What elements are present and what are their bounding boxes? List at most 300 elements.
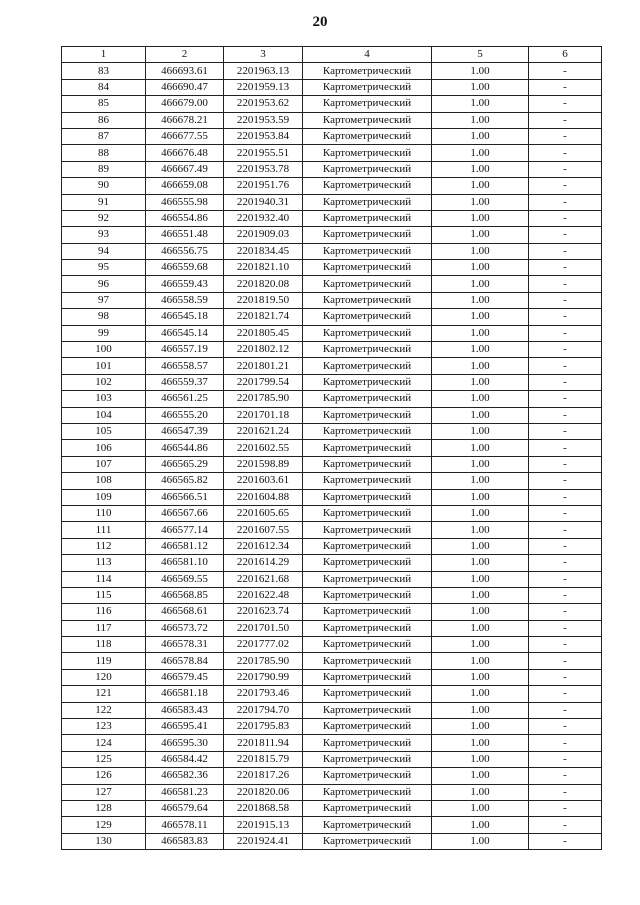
x-coordinate-cell: 466583.43 (146, 702, 224, 718)
method-cell: Картометрический (303, 96, 432, 112)
page-number: 20 (312, 14, 328, 30)
point-number-cell: 110 (62, 505, 146, 521)
y-coordinate-cell: 2201963.13 (224, 63, 303, 79)
y-coordinate-cell: 2201821.10 (224, 260, 303, 276)
accuracy-cell: 1.00 (432, 719, 529, 735)
point-number-cell: 118 (62, 637, 146, 653)
point-number-cell: 127 (62, 784, 146, 800)
table-row (62, 800, 602, 816)
accuracy-cell: 1.00 (432, 325, 529, 341)
point-number-cell: 104 (62, 407, 146, 423)
table-row (62, 407, 602, 423)
coordinates-table (61, 46, 602, 850)
point-number-cell: 100 (62, 342, 146, 358)
accuracy-cell: 1.00 (432, 391, 529, 407)
point-number-cell: 129 (62, 817, 146, 833)
y-coordinate-cell: 2201909.03 (224, 227, 303, 243)
y-coordinate-cell: 2201953.59 (224, 112, 303, 128)
method-cell: Картометрический (303, 325, 432, 341)
method-cell: Картометрический (303, 342, 432, 358)
table-row (62, 161, 602, 177)
table-row (62, 79, 602, 95)
method-cell: Картометрический (303, 817, 432, 833)
point-number-cell: 97 (62, 292, 146, 308)
y-coordinate-cell: 2201605.65 (224, 505, 303, 521)
point-number-cell: 89 (62, 161, 146, 177)
x-coordinate-cell: 466547.39 (146, 423, 224, 439)
table-row (62, 702, 602, 718)
table-row (62, 63, 602, 79)
x-coordinate-cell: 466573.72 (146, 620, 224, 636)
x-coordinate-cell: 466555.20 (146, 407, 224, 423)
table-row (62, 128, 602, 144)
accuracy-cell: 1.00 (432, 604, 529, 620)
accuracy-cell: 1.00 (432, 342, 529, 358)
x-coordinate-cell: 466579.64 (146, 800, 224, 816)
point-number-cell: 87 (62, 128, 146, 144)
method-cell: Картометрический (303, 702, 432, 718)
method-cell: Картометрический (303, 79, 432, 95)
table-row (62, 538, 602, 554)
table-row (62, 751, 602, 767)
x-coordinate-cell: 466559.43 (146, 276, 224, 292)
table-row (62, 719, 602, 735)
table-row (62, 833, 602, 849)
method-cell: Картометрический (303, 374, 432, 390)
x-coordinate-cell: 466561.25 (146, 391, 224, 407)
accuracy-cell: 1.00 (432, 423, 529, 439)
x-coordinate-cell: 466557.19 (146, 342, 224, 358)
table-row (62, 653, 602, 669)
x-coordinate-cell: 466581.12 (146, 538, 224, 554)
method-cell: Картометрический (303, 456, 432, 472)
table-row (62, 686, 602, 702)
table-row (62, 276, 602, 292)
y-coordinate-cell: 2201932.40 (224, 210, 303, 226)
method-cell: Картометрический (303, 440, 432, 456)
y-coordinate-cell: 2201802.12 (224, 342, 303, 358)
point-number-cell: 101 (62, 358, 146, 374)
x-coordinate-cell: 466559.68 (146, 260, 224, 276)
x-coordinate-cell: 466565.29 (146, 456, 224, 472)
point-number-cell: 115 (62, 587, 146, 603)
note-cell: - (529, 358, 602, 374)
y-coordinate-cell: 2201953.84 (224, 128, 303, 144)
y-coordinate-cell: 2201785.90 (224, 391, 303, 407)
point-number-cell: 99 (62, 325, 146, 341)
x-coordinate-cell: 466679.00 (146, 96, 224, 112)
method-cell: Картометрический (303, 751, 432, 767)
x-coordinate-cell: 466567.66 (146, 505, 224, 521)
accuracy-cell: 1.00 (432, 620, 529, 636)
accuracy-cell: 1.00 (432, 440, 529, 456)
table-row (62, 374, 602, 390)
x-coordinate-cell: 466581.23 (146, 784, 224, 800)
x-coordinate-cell: 466568.85 (146, 587, 224, 603)
table-row (62, 145, 602, 161)
note-cell: - (529, 79, 602, 95)
note-cell: - (529, 817, 602, 833)
table-body (62, 63, 602, 850)
table-row (62, 637, 602, 653)
column-header-3: 3 (224, 47, 303, 63)
table-row (62, 522, 602, 538)
x-coordinate-cell: 466555.98 (146, 194, 224, 210)
y-coordinate-cell: 2201811.94 (224, 735, 303, 751)
x-coordinate-cell: 466554.86 (146, 210, 224, 226)
point-number-cell: 123 (62, 719, 146, 735)
method-cell: Картометрический (303, 63, 432, 79)
note-cell: - (529, 178, 602, 194)
y-coordinate-cell: 2201602.55 (224, 440, 303, 456)
note-cell: - (529, 210, 602, 226)
note-cell: - (529, 653, 602, 669)
accuracy-cell: 1.00 (432, 292, 529, 308)
table-row (62, 489, 602, 505)
table-row (62, 243, 602, 259)
method-cell: Картометрический (303, 768, 432, 784)
note-cell: - (529, 227, 602, 243)
x-coordinate-cell: 466690.47 (146, 79, 224, 95)
accuracy-cell: 1.00 (432, 653, 529, 669)
method-cell: Картометрический (303, 604, 432, 620)
accuracy-cell: 1.00 (432, 96, 529, 112)
x-coordinate-cell: 466577.14 (146, 522, 224, 538)
note-cell: - (529, 604, 602, 620)
x-coordinate-cell: 466565.82 (146, 473, 224, 489)
accuracy-cell: 1.00 (432, 833, 529, 849)
table-row (62, 342, 602, 358)
y-coordinate-cell: 2201598.89 (224, 456, 303, 472)
accuracy-cell: 1.00 (432, 735, 529, 751)
y-coordinate-cell: 2201603.61 (224, 473, 303, 489)
table-row (62, 325, 602, 341)
method-cell: Картометрический (303, 243, 432, 259)
y-coordinate-cell: 2201821.74 (224, 309, 303, 325)
accuracy-cell: 1.00 (432, 817, 529, 833)
accuracy-cell: 1.00 (432, 161, 529, 177)
note-cell: - (529, 669, 602, 685)
method-cell: Картометрический (303, 145, 432, 161)
method-cell: Картометрический (303, 276, 432, 292)
table-row (62, 817, 602, 833)
point-number-cell: 90 (62, 178, 146, 194)
x-coordinate-cell: 466558.59 (146, 292, 224, 308)
accuracy-cell: 1.00 (432, 210, 529, 226)
note-cell: - (529, 391, 602, 407)
accuracy-cell: 1.00 (432, 751, 529, 767)
method-cell: Картометрический (303, 292, 432, 308)
point-number-cell: 114 (62, 571, 146, 587)
point-number-cell: 113 (62, 555, 146, 571)
point-number-cell: 119 (62, 653, 146, 669)
note-cell: - (529, 686, 602, 702)
y-coordinate-cell: 2201793.46 (224, 686, 303, 702)
accuracy-cell: 1.00 (432, 243, 529, 259)
note-cell: - (529, 522, 602, 538)
note-cell: - (529, 751, 602, 767)
x-coordinate-cell: 466595.30 (146, 735, 224, 751)
note-cell: - (529, 719, 602, 735)
note-cell: - (529, 538, 602, 554)
table-row (62, 358, 602, 374)
accuracy-cell: 1.00 (432, 112, 529, 128)
table-row (62, 456, 602, 472)
accuracy-cell: 1.00 (432, 456, 529, 472)
method-cell: Картометрический (303, 194, 432, 210)
note-cell: - (529, 473, 602, 489)
table-row (62, 423, 602, 439)
table-row (62, 669, 602, 685)
table-row (62, 735, 602, 751)
method-cell: Картометрический (303, 128, 432, 144)
point-number-cell: 130 (62, 833, 146, 849)
accuracy-cell: 1.00 (432, 309, 529, 325)
x-coordinate-cell: 466677.55 (146, 128, 224, 144)
column-header-1: 1 (62, 47, 146, 63)
note-cell: - (529, 620, 602, 636)
note-cell: - (529, 768, 602, 784)
x-coordinate-cell: 466579.45 (146, 669, 224, 685)
accuracy-cell: 1.00 (432, 587, 529, 603)
table-row (62, 292, 602, 308)
point-number-cell: 91 (62, 194, 146, 210)
y-coordinate-cell: 2201795.83 (224, 719, 303, 735)
table-row (62, 210, 602, 226)
y-coordinate-cell: 2201604.88 (224, 489, 303, 505)
note-cell: - (529, 374, 602, 390)
y-coordinate-cell: 2201815.79 (224, 751, 303, 767)
point-number-cell: 112 (62, 538, 146, 554)
method-cell: Картометрический (303, 407, 432, 423)
point-number-cell: 120 (62, 669, 146, 685)
y-coordinate-cell: 2201817.26 (224, 768, 303, 784)
note-cell: - (529, 292, 602, 308)
point-number-cell: 86 (62, 112, 146, 128)
method-cell: Картометрический (303, 784, 432, 800)
method-cell: Картометрический (303, 260, 432, 276)
point-number-cell: 92 (62, 210, 146, 226)
note-cell: - (529, 735, 602, 751)
method-cell: Картометрический (303, 686, 432, 702)
note-cell: - (529, 260, 602, 276)
y-coordinate-cell: 2201953.78 (224, 161, 303, 177)
y-coordinate-cell: 2201777.02 (224, 637, 303, 653)
accuracy-cell: 1.00 (432, 407, 529, 423)
method-cell: Картометрический (303, 555, 432, 571)
note-cell: - (529, 505, 602, 521)
method-cell: Картометрический (303, 719, 432, 735)
accuracy-cell: 1.00 (432, 637, 529, 653)
y-coordinate-cell: 2201959.13 (224, 79, 303, 95)
y-coordinate-cell: 2201951.76 (224, 178, 303, 194)
point-number-cell: 116 (62, 604, 146, 620)
note-cell: - (529, 276, 602, 292)
x-coordinate-cell: 466578.31 (146, 637, 224, 653)
y-coordinate-cell: 2201623.74 (224, 604, 303, 620)
accuracy-cell: 1.00 (432, 784, 529, 800)
y-coordinate-cell: 2201701.50 (224, 620, 303, 636)
method-cell: Картометрический (303, 391, 432, 407)
table-header-row (62, 47, 602, 63)
y-coordinate-cell: 2201924.41 (224, 833, 303, 849)
y-coordinate-cell: 2201820.06 (224, 784, 303, 800)
x-coordinate-cell: 466569.55 (146, 571, 224, 587)
point-number-cell: 88 (62, 145, 146, 161)
x-coordinate-cell: 466595.41 (146, 719, 224, 735)
point-number-cell: 126 (62, 768, 146, 784)
accuracy-cell: 1.00 (432, 227, 529, 243)
accuracy-cell: 1.00 (432, 63, 529, 79)
method-cell: Картометрический (303, 210, 432, 226)
x-coordinate-cell: 466659.08 (146, 178, 224, 194)
method-cell: Картометрический (303, 505, 432, 521)
point-number-cell: 95 (62, 260, 146, 276)
accuracy-cell: 1.00 (432, 374, 529, 390)
method-cell: Картометрический (303, 653, 432, 669)
y-coordinate-cell: 2201819.50 (224, 292, 303, 308)
note-cell: - (529, 309, 602, 325)
table-row (62, 571, 602, 587)
point-number-cell: 105 (62, 423, 146, 439)
table-row (62, 440, 602, 456)
point-number-cell: 111 (62, 522, 146, 538)
accuracy-cell: 1.00 (432, 800, 529, 816)
x-coordinate-cell: 466678.21 (146, 112, 224, 128)
x-coordinate-cell: 466584.42 (146, 751, 224, 767)
note-cell: - (529, 440, 602, 456)
note-cell: - (529, 833, 602, 849)
table-row (62, 473, 602, 489)
x-coordinate-cell: 466558.57 (146, 358, 224, 374)
method-cell: Картометрический (303, 473, 432, 489)
method-cell: Картометрический (303, 227, 432, 243)
y-coordinate-cell: 2201805.45 (224, 325, 303, 341)
y-coordinate-cell: 2201701.18 (224, 407, 303, 423)
note-cell: - (529, 161, 602, 177)
point-number-cell: 125 (62, 751, 146, 767)
accuracy-cell: 1.00 (432, 145, 529, 161)
point-number-cell: 102 (62, 374, 146, 390)
y-coordinate-cell: 2201622.48 (224, 587, 303, 603)
x-coordinate-cell: 466568.61 (146, 604, 224, 620)
point-number-cell: 117 (62, 620, 146, 636)
method-cell: Картометрический (303, 735, 432, 751)
accuracy-cell: 1.00 (432, 555, 529, 571)
point-number-cell: 109 (62, 489, 146, 505)
method-cell: Картометрический (303, 423, 432, 439)
note-cell: - (529, 637, 602, 653)
method-cell: Картометрический (303, 587, 432, 603)
table-row (62, 194, 602, 210)
x-coordinate-cell: 466545.14 (146, 325, 224, 341)
table-row (62, 227, 602, 243)
point-number-cell: 121 (62, 686, 146, 702)
y-coordinate-cell: 2201801.21 (224, 358, 303, 374)
note-cell: - (529, 423, 602, 439)
accuracy-cell: 1.00 (432, 522, 529, 538)
x-coordinate-cell: 466693.61 (146, 63, 224, 79)
note-cell: - (529, 128, 602, 144)
point-number-cell: 96 (62, 276, 146, 292)
point-number-cell: 107 (62, 456, 146, 472)
y-coordinate-cell: 2201794.70 (224, 702, 303, 718)
method-cell: Картометрический (303, 178, 432, 194)
note-cell: - (529, 702, 602, 718)
accuracy-cell: 1.00 (432, 768, 529, 784)
y-coordinate-cell: 2201621.68 (224, 571, 303, 587)
point-number-cell: 103 (62, 391, 146, 407)
y-coordinate-cell: 2201799.54 (224, 374, 303, 390)
table-row (62, 260, 602, 276)
note-cell: - (529, 784, 602, 800)
note-cell: - (529, 489, 602, 505)
point-number-cell: 124 (62, 735, 146, 751)
x-coordinate-cell: 466581.10 (146, 555, 224, 571)
method-cell: Картометрический (303, 800, 432, 816)
x-coordinate-cell: 466545.18 (146, 309, 224, 325)
note-cell: - (529, 325, 602, 341)
x-coordinate-cell: 466582.36 (146, 768, 224, 784)
table-row (62, 620, 602, 636)
method-cell: Картометрический (303, 161, 432, 177)
note-cell: - (529, 555, 602, 571)
y-coordinate-cell: 2201607.55 (224, 522, 303, 538)
point-number-cell: 85 (62, 96, 146, 112)
x-coordinate-cell: 466581.18 (146, 686, 224, 702)
x-coordinate-cell: 466566.51 (146, 489, 224, 505)
column-header-2: 2 (146, 47, 224, 63)
note-cell: - (529, 96, 602, 112)
note-cell: - (529, 800, 602, 816)
accuracy-cell: 1.00 (432, 473, 529, 489)
method-cell: Картометрический (303, 637, 432, 653)
y-coordinate-cell: 2201785.90 (224, 653, 303, 669)
accuracy-cell: 1.00 (432, 702, 529, 718)
method-cell: Картометрический (303, 669, 432, 685)
accuracy-cell: 1.00 (432, 686, 529, 702)
method-cell: Картометрический (303, 571, 432, 587)
table-row (62, 112, 602, 128)
y-coordinate-cell: 2201834.45 (224, 243, 303, 259)
point-number-cell: 98 (62, 309, 146, 325)
point-number-cell: 84 (62, 79, 146, 95)
method-cell: Картометрический (303, 538, 432, 554)
x-coordinate-cell: 466551.48 (146, 227, 224, 243)
note-cell: - (529, 112, 602, 128)
accuracy-cell: 1.00 (432, 79, 529, 95)
accuracy-cell: 1.00 (432, 358, 529, 374)
y-coordinate-cell: 2201953.62 (224, 96, 303, 112)
point-number-cell: 128 (62, 800, 146, 816)
table-row (62, 391, 602, 407)
y-coordinate-cell: 2201612.34 (224, 538, 303, 554)
y-coordinate-cell: 2201614.29 (224, 555, 303, 571)
table-row (62, 555, 602, 571)
accuracy-cell: 1.00 (432, 505, 529, 521)
point-number-cell: 122 (62, 702, 146, 718)
method-cell: Картометрический (303, 833, 432, 849)
method-cell: Картометрический (303, 112, 432, 128)
accuracy-cell: 1.00 (432, 571, 529, 587)
note-cell: - (529, 571, 602, 587)
table-row (62, 309, 602, 325)
table-row (62, 96, 602, 112)
note-cell: - (529, 194, 602, 210)
x-coordinate-cell: 466583.83 (146, 833, 224, 849)
table-row (62, 768, 602, 784)
point-number-cell: 94 (62, 243, 146, 259)
